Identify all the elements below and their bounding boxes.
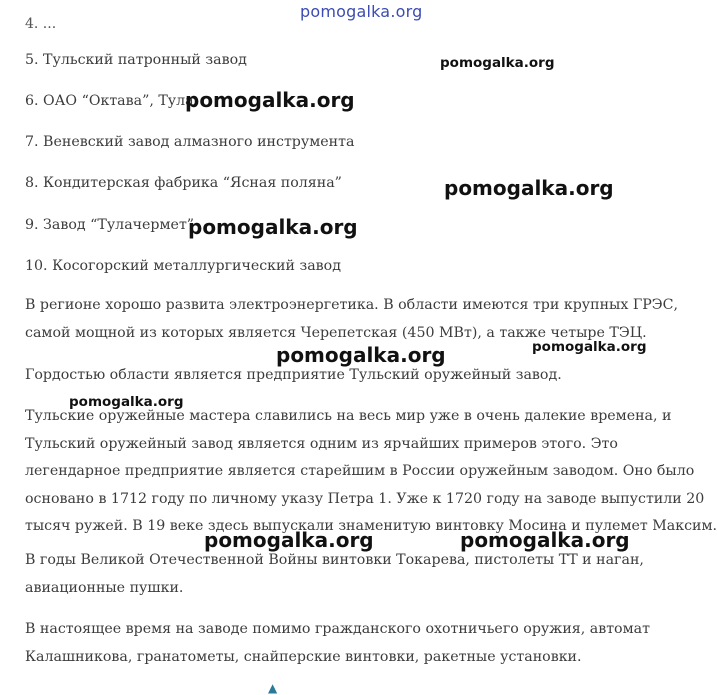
paragraph-line: самой мощной из которых является Черепетская (450 МВт), а также четыре ТЭЦ. <box>25 324 647 341</box>
watermark: pomogalka.org <box>69 394 184 410</box>
watermark: pomogalka.org <box>532 339 647 355</box>
cut-off-mark: ▲ <box>268 681 278 695</box>
paragraph-line: легендарное предприятие является старейшим в России оружейным заводом. Оно было <box>25 463 695 479</box>
list-item: 7. Веневский завод алмазного инструмента <box>25 134 355 150</box>
paragraph-line: Калашникова, гранатометы, снайперские винтовки, ракетные установки. <box>25 648 582 665</box>
paragraph-line: В годы Великой Отечественной Войны винтовки Токарева, пистолеты ТТ и наган, <box>25 552 644 568</box>
cut-off-list-item: 4. ... <box>25 16 57 32</box>
watermark: pomogalka.org <box>204 528 374 552</box>
watermark: pomogalka.org <box>276 343 446 367</box>
list-item: 10. Косогорский металлургический завод <box>25 258 341 274</box>
list-item: 9. Завод “Тулачермет” <box>25 217 195 233</box>
top-watermark: pomogalka.org <box>300 2 423 21</box>
paragraph-line: авиационные пушки. <box>25 579 184 596</box>
paragraph-history <box>25 403 717 541</box>
watermark: pomogalka.org <box>440 55 555 71</box>
watermark: pomogalka.org <box>188 215 358 239</box>
paragraph-line: тысяч ружей. В 19 веке здесь выпускали знаменитую винтовку Мосина и пулемет Максим. <box>25 518 717 534</box>
watermark: pomogalka.org <box>460 528 630 552</box>
list-item: 8. Кондитерская фабрика “Ясная поляна” <box>25 175 342 191</box>
paragraph-war <box>25 547 705 602</box>
paragraph-line: Тульские оружейные мастера славились на весь мир уже в очень далекие времена, и <box>25 408 672 424</box>
list-item: 6. ОАО “Октава”, Тула <box>25 93 194 109</box>
paragraph-present <box>25 616 705 671</box>
watermark: pomogalka.org <box>444 176 614 200</box>
paragraph-line: В регионе хорошо развита электроэнергетика. В области имеются три крупных ГРЭС, <box>25 297 679 313</box>
paragraph-line: основано в 1712 году по личному указу Петра 1. Уже к 1720 году на заводе выпустили 20 <box>25 490 705 507</box>
list-item: 5. Тульский патронный завод <box>25 52 247 68</box>
paragraph-line: Гордостью области является предприятие Тульский оружейный завод. <box>25 367 562 383</box>
paragraph-line: Тульский оружейный завод является одним из ярчайших примеров этого. Это <box>25 435 618 452</box>
paragraph-line: В настоящее время на заводе помимо гражданского охотничьего оружия, автомат <box>25 621 650 637</box>
watermark: pomogalka.org <box>185 88 355 112</box>
